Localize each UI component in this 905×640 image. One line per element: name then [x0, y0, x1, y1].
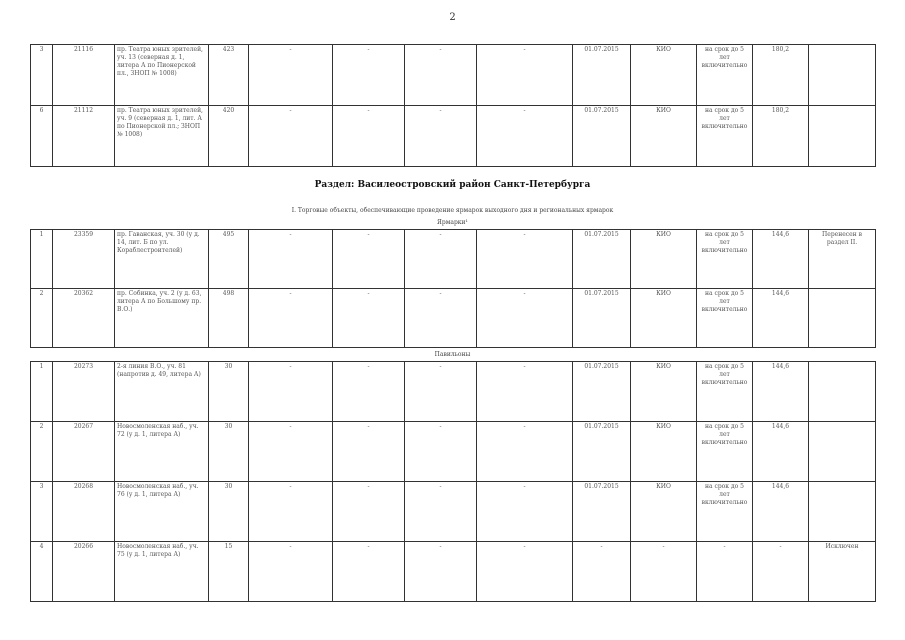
table-cell: 30: [209, 482, 249, 542]
table-row: [31, 482, 876, 542]
table-cell: 01.07.2015: [573, 45, 631, 106]
table-cell: -: [477, 542, 573, 602]
table-cell: 20266: [53, 542, 115, 602]
table-cell: на срок до 5 лет включительно: [697, 422, 753, 482]
table-cell: 423: [209, 45, 249, 106]
table-cell: [809, 289, 876, 348]
table-cell: 01.07.2015: [573, 289, 631, 348]
table-cell: -: [405, 289, 477, 348]
table-row: [31, 289, 876, 348]
table-cell: -: [697, 542, 753, 602]
table-cell: -: [405, 362, 477, 422]
table-cell: КИО: [631, 362, 697, 422]
table-cell: 2: [31, 422, 53, 482]
table-cell: 3: [31, 482, 53, 542]
table-cell: КИО: [631, 230, 697, 289]
table-cell: на срок до 5 лет включительно: [697, 230, 753, 289]
table-cell: -: [333, 362, 405, 422]
table-cell: 01.07.2015: [573, 362, 631, 422]
table-cell: 144,6: [753, 362, 809, 422]
table-cell: [809, 45, 876, 106]
table-top: [30, 44, 876, 167]
table-cell: 144,6: [753, 230, 809, 289]
table-cell: Новосмоленская наб., уч. 72 (у д. 1, литера А): [115, 422, 209, 482]
table-cell: 20268: [53, 482, 115, 542]
table-cell: -: [477, 289, 573, 348]
table-cell: -: [477, 230, 573, 289]
table-cell: -: [333, 230, 405, 289]
table-cell: -: [573, 542, 631, 602]
table-cell: 15: [209, 542, 249, 602]
table-cell: -: [249, 482, 333, 542]
table-cell: -: [405, 230, 477, 289]
table-cell: пр. Гаванская, уч. 30 (у д. 14, лит. Б по ул. Кораблестроителей): [115, 230, 209, 289]
table-cell: 144,6: [753, 422, 809, 482]
table-cell: -: [333, 542, 405, 602]
table-cell: -: [477, 362, 573, 422]
table-cell: КИО: [631, 45, 697, 106]
table-row: [31, 230, 876, 289]
table-cell: КИО: [631, 422, 697, 482]
table-cell: -: [249, 106, 333, 167]
table-cell: -: [405, 45, 477, 106]
table-cell: -: [631, 542, 697, 602]
table-cell: -: [333, 482, 405, 542]
section-title: Раздел: Василеостровский район Санкт-Петербурга: [314, 180, 591, 190]
group-label-pavilions: Павильоны: [434, 351, 471, 358]
table-cell: -: [333, 422, 405, 482]
table-cell: пр. Собинка, уч. 2 (у д. 63, литера А по Большому пр. В.О.): [115, 289, 209, 348]
table-cell: 180,2: [753, 106, 809, 167]
table-cell: -: [333, 106, 405, 167]
table-cell: [809, 106, 876, 167]
table-cell: 21112: [53, 106, 115, 167]
table-cell: [809, 422, 876, 482]
table-cell: 21116: [53, 45, 115, 106]
table-cell: -: [477, 482, 573, 542]
table-cell: на срок до 5 лет включительно: [697, 482, 753, 542]
table-cell: 6: [31, 106, 53, 167]
table-cell: 144,6: [753, 289, 809, 348]
table-row: [31, 106, 876, 167]
table-cell: -: [249, 542, 333, 602]
page-number: 2: [449, 12, 456, 23]
table-cell: 20273: [53, 362, 115, 422]
table-cell: на срок до 5 лет включительно: [697, 45, 753, 106]
table-cell: -: [405, 542, 477, 602]
table-cell: 01.07.2015: [573, 422, 631, 482]
table-cell: -: [405, 422, 477, 482]
table-cell: 20267: [53, 422, 115, 482]
table-cell: -: [249, 45, 333, 106]
table-pavilions: [30, 361, 876, 602]
table-cell: Новосмоленская наб., уч. 76 (у д. 1, литера А): [115, 482, 209, 542]
table-row: [31, 542, 876, 602]
table-cell: [809, 482, 876, 542]
table-cell: -: [333, 289, 405, 348]
table-cell: -: [753, 542, 809, 602]
table-cell: 01.07.2015: [573, 230, 631, 289]
table-cell: 1: [31, 362, 53, 422]
section-subtitle: I. Торговые объекты, обеспечивающие проведение ярмарок выходного дня и региональных ярмарок: [291, 207, 614, 214]
table-cell: 420: [209, 106, 249, 167]
table-cell: 30: [209, 362, 249, 422]
table-cell: 2: [31, 289, 53, 348]
table-fairs: [30, 229, 876, 348]
table-cell: 3: [31, 45, 53, 106]
table-cell: КИО: [631, 289, 697, 348]
table-cell: -: [477, 45, 573, 106]
table-cell: 1: [31, 230, 53, 289]
table-cell: 4: [31, 542, 53, 602]
table-cell: на срок до 5 лет включительно: [697, 289, 753, 348]
table-cell: на срок до 5 лет включительно: [697, 362, 753, 422]
table-cell: 23359: [53, 230, 115, 289]
table-cell: 144,6: [753, 482, 809, 542]
table-cell: -: [405, 482, 477, 542]
table-cell: 20362: [53, 289, 115, 348]
table-cell: Перенесен в раздел II.: [809, 230, 876, 289]
table-cell: -: [249, 230, 333, 289]
table-row: [31, 45, 876, 106]
table-cell: -: [249, 362, 333, 422]
table-cell: 495: [209, 230, 249, 289]
table-cell: 180,2: [753, 45, 809, 106]
table-cell: -: [333, 45, 405, 106]
table-cell: Исключен: [809, 542, 876, 602]
table-cell: Новосмоленская наб., уч. 75 (у д. 1, литера А): [115, 542, 209, 602]
table-cell: КИО: [631, 482, 697, 542]
table-cell: 2-я линия В.О., уч. 81 (напротив д. 49, литера А): [115, 362, 209, 422]
table-cell: 01.07.2015: [573, 106, 631, 167]
table-cell: 01.07.2015: [573, 482, 631, 542]
table-cell: пр. Театра юных зрителей, уч. 13 (северная д. 1, литера А по Пионерской пл., ЗНОП № 1008): [115, 45, 209, 106]
table-cell: на срок до 5 лет включительно: [697, 106, 753, 167]
table-cell: КИО: [631, 106, 697, 167]
table-cell: -: [477, 106, 573, 167]
table-cell: 498: [209, 289, 249, 348]
table-cell: [809, 362, 876, 422]
table-cell: -: [477, 422, 573, 482]
table-cell: -: [249, 289, 333, 348]
table-cell: -: [405, 106, 477, 167]
table-row: [31, 422, 876, 482]
group-label-fairs: Ярмарки¹: [437, 219, 468, 226]
table-cell: -: [249, 422, 333, 482]
table-cell: 30: [209, 422, 249, 482]
table-cell: пр. Театра юных зрителей, уч. 9 (северная д. 1, лит. А по Пионерской пл.; ЗНОП № 1008): [115, 106, 209, 167]
table-row: [31, 362, 876, 422]
